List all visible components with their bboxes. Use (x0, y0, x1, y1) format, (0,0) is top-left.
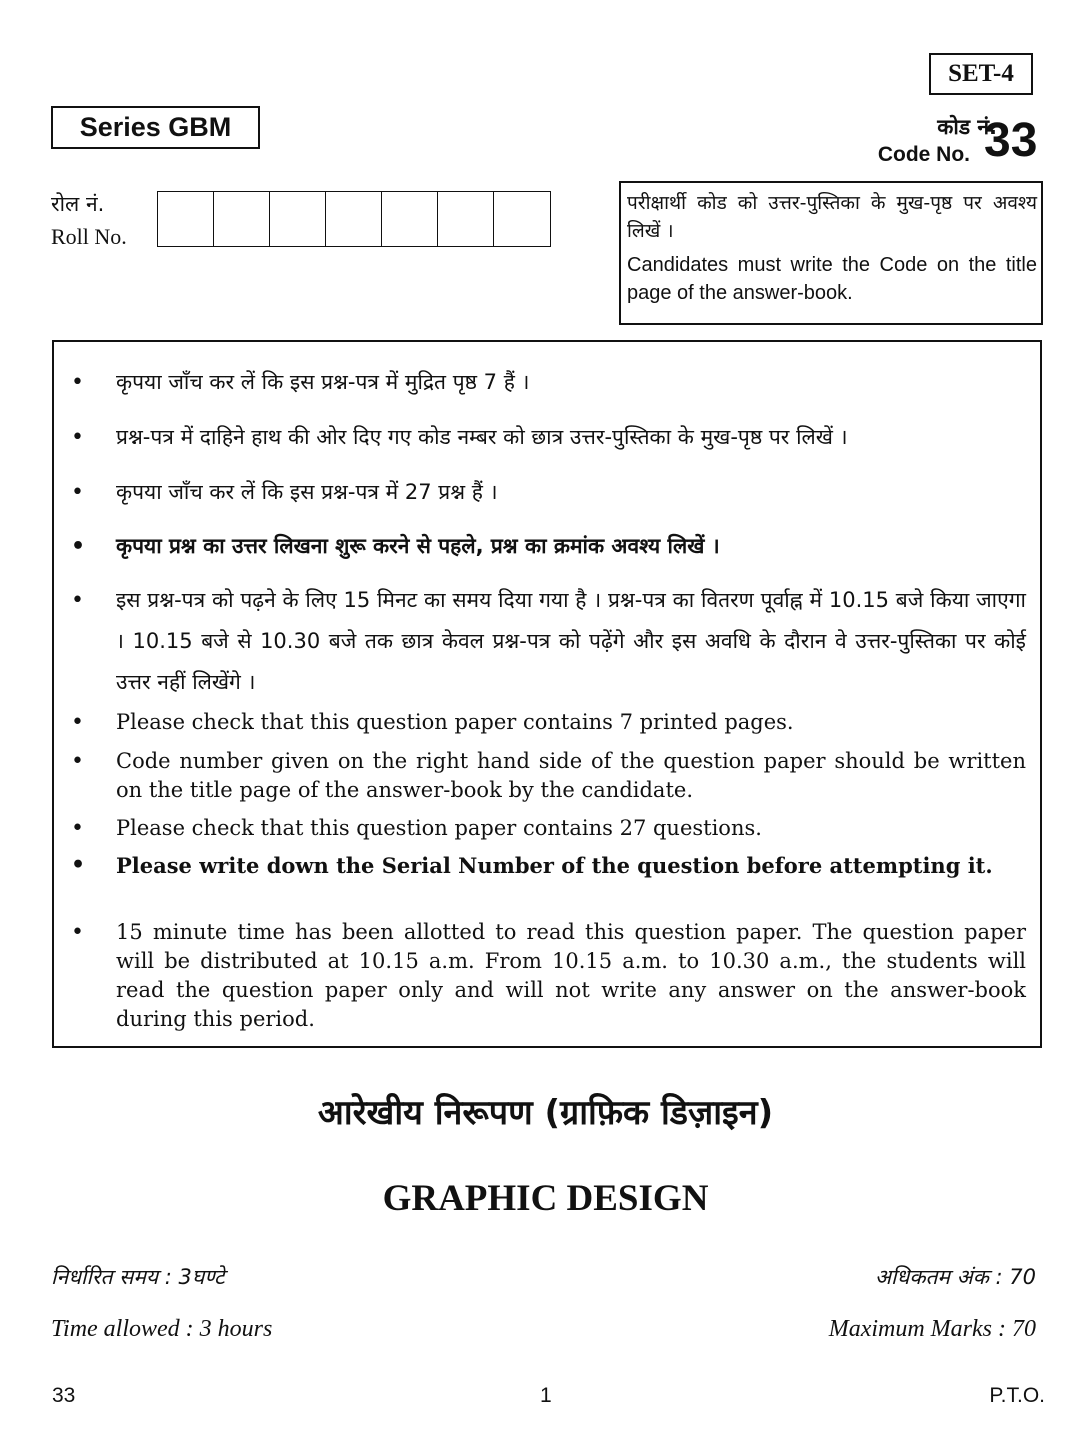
bullet-icon: • (71, 588, 84, 613)
code-number: 33 (984, 114, 1038, 167)
roll-number-grid (157, 191, 551, 247)
instruction-item: • कृपया जाँच कर लें कि इस प्रश्न-पत्र में 27 प्रश्न हैं । (116, 472, 1026, 513)
bullet-icon: • (71, 534, 86, 559)
bullet-icon: • (71, 852, 86, 878)
max-marks-en: Maximum Marks : 70 (828, 1316, 1036, 1342)
roll-digit-box[interactable] (270, 192, 326, 246)
series-label: Series GBM (51, 106, 260, 149)
bullet-icon: • (71, 920, 84, 945)
pto-label: P.T.O. (989, 1384, 1045, 1407)
candidate-note-box (619, 181, 1043, 325)
time-allowed-hi: निर्धारित समय : 3घण्टे (51, 1265, 225, 1289)
roll-digit-box[interactable] (214, 192, 270, 246)
instruction-item: • कृपया प्रश्न का उत्तर लिखना शुरू करने से पहले, प्रश्न का क्रमांक अवश्य लिखें । (116, 526, 1026, 567)
bullet-icon: • (71, 816, 84, 841)
roll-label-hi: रोल नं. (51, 192, 105, 216)
code-label-hi: कोड नं. (937, 115, 997, 139)
roll-digit-box[interactable] (494, 192, 550, 246)
roll-digit-box[interactable] (438, 192, 494, 246)
roll-digit-box[interactable] (382, 192, 438, 246)
candidate-note-hi: परीक्षार्थी कोड को उत्तर-पुस्तिका के मुख-पृष्ठ पर अवश्य लिखें । (627, 192, 1037, 242)
bullet-icon: • (71, 480, 84, 505)
bullet-icon: • (71, 710, 84, 735)
instruction-item: • Please check that this question paper contains 27 questions. (71, 816, 762, 841)
subject-title-en: GRAPHIC DESIGN (382, 1178, 709, 1219)
bullet-icon: • (71, 749, 84, 774)
instruction-item: • Please write down the Serial Number of the question before attempting it. (71, 852, 993, 878)
max-marks-hi: अधिकतम अंक : 70 (874, 1265, 1036, 1289)
instructions-box (52, 340, 1042, 1048)
instruction-item: • 15 minute time has been allotted to read this question paper. The question paper will be distributed at 10.15 a.m. From 10.15 a.m. to 10.30 a.m., the students will read the question paper only and will not write any answer on the answer-book during this period. (71, 920, 1026, 1031)
roll-label-en: Roll No. (51, 224, 127, 249)
page-number: 1 (540, 1384, 552, 1407)
code-label-en: Code No. (877, 143, 970, 166)
footer-code: 33 (52, 1384, 76, 1407)
bullet-icon: • (71, 425, 84, 450)
set-label: SET-4 (929, 53, 1033, 95)
instruction-item: • इस प्रश्न-पत्र को पढ़ने के लिए 15 मिनट का समय दिया गया है । प्रश्न-पत्र का वितरण पूर्वाह्न में 10.15 बजे किया जाएगा । 10.15 बजे से 10.30 बजे तक छात्र केवल प्रश्न-पत्र को पढ़ेंगे और इस अवधि के दौरान वे उत्तर-पुस्तिका पर कोई उत्तर नहीं लिखेंगे । (116, 580, 1026, 703)
instruction-item: • प्रश्न-पत्र में दाहिने हाथ की ओर दिए गए कोड नम्बर को छात्र उत्तर-पुस्तिका के मुख-पृष्ठ पर लिखें । (116, 417, 1026, 458)
bullet-icon: • (71, 370, 84, 395)
candidate-note-en: Candidates must write the Code on the title page of the answer-book. (627, 254, 1037, 304)
instruction-item: • Code number given on the right hand side of the question paper should be written on the title page of the answer-book by the candidate. (71, 749, 1026, 802)
roll-digit-box[interactable] (326, 192, 382, 246)
roll-digit-box[interactable] (158, 192, 214, 246)
subject-title-hi: आरेखीय निरूपण (ग्राफ़िक डिज़ाइन) (317, 1093, 774, 1133)
time-allowed-en: Time allowed : 3 hours (51, 1316, 273, 1342)
instruction-item: • कृपया जाँच कर लें कि इस प्रश्न-पत्र में मुद्रित पृष्ठ 7 हैं । (116, 362, 1026, 403)
instruction-item: • Please check that this question paper contains 7 printed pages. (71, 710, 794, 735)
